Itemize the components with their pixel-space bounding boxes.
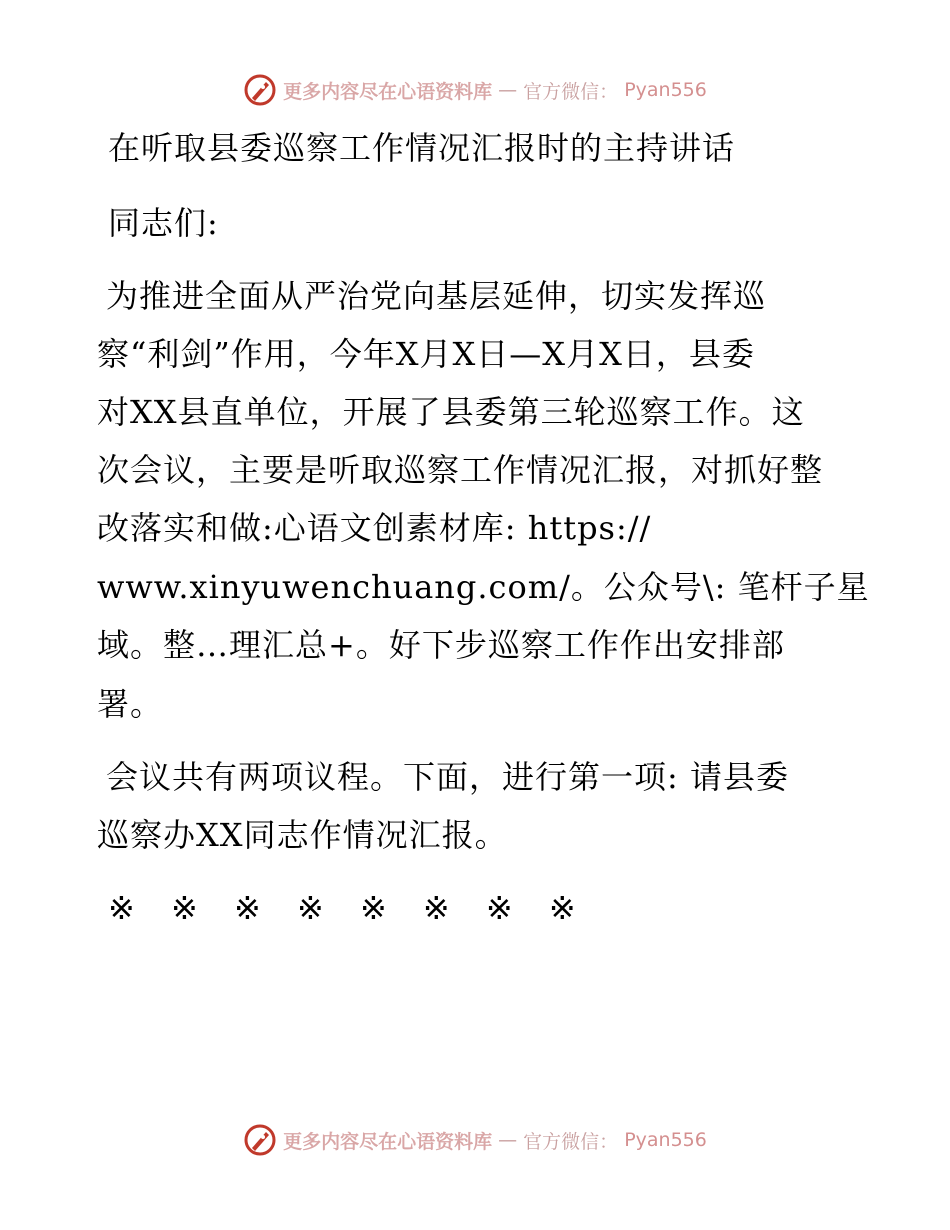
banner-main-text: 更多内容尽在心语资料库 [283,1130,493,1153]
section-separator-marks: ※ ※ ※ ※ ※ ※ ※ ※ [108,889,576,927]
banner-main-text: 更多内容尽在心语资料库 [283,80,493,103]
paragraph2-line: 巡察办XX同志作情况汇报。 [97,816,508,854]
pen-logo-icon [243,73,277,107]
paragraph2-line: 会议共有两项议程。下面，进行第一项: 请县委 [106,758,789,796]
paragraph1-line: 域。整…理汇总+。好下步巡察工作作出安排部 [97,626,785,664]
paragraph1-line: 次会议，主要是听取巡察工作情况汇报，对抓好整 [97,451,824,489]
paragraph1-line: 察“利剑”作用，今年X月X日—X月X日，县委 [97,335,755,373]
banner-separator: — [498,1129,518,1151]
banner-wechat-id: Pyan556 [624,79,707,101]
header-banner [0,70,950,110]
paragraph1-line: 改落实和做:心语文创素材库: https:// [97,509,652,547]
paragraph1-line: 署。 [97,685,164,723]
paragraph1-line: www.xinyuwenchuang.com/。公众号\: 笔杆子星 [97,568,870,606]
paragraph1-line: 为推进全面从严治党向基层延伸，切实发挥巡 [106,277,767,315]
pen-logo-icon [243,1123,277,1157]
footer-banner [0,1120,950,1160]
banner-separator: — [498,79,518,101]
banner-wechat-label: 官方微信： [523,80,619,103]
document-title: 在听取县委巡察工作情况汇报时的主持讲话 [108,129,736,167]
banner-wechat-label: 官方微信： [523,1130,619,1153]
banner-wechat-id: Pyan556 [624,1129,707,1151]
salutation: 同志们: [108,204,219,242]
paragraph1-line: 对XX县直单位，开展了县委第三轮巡察工作。这 [97,393,805,431]
